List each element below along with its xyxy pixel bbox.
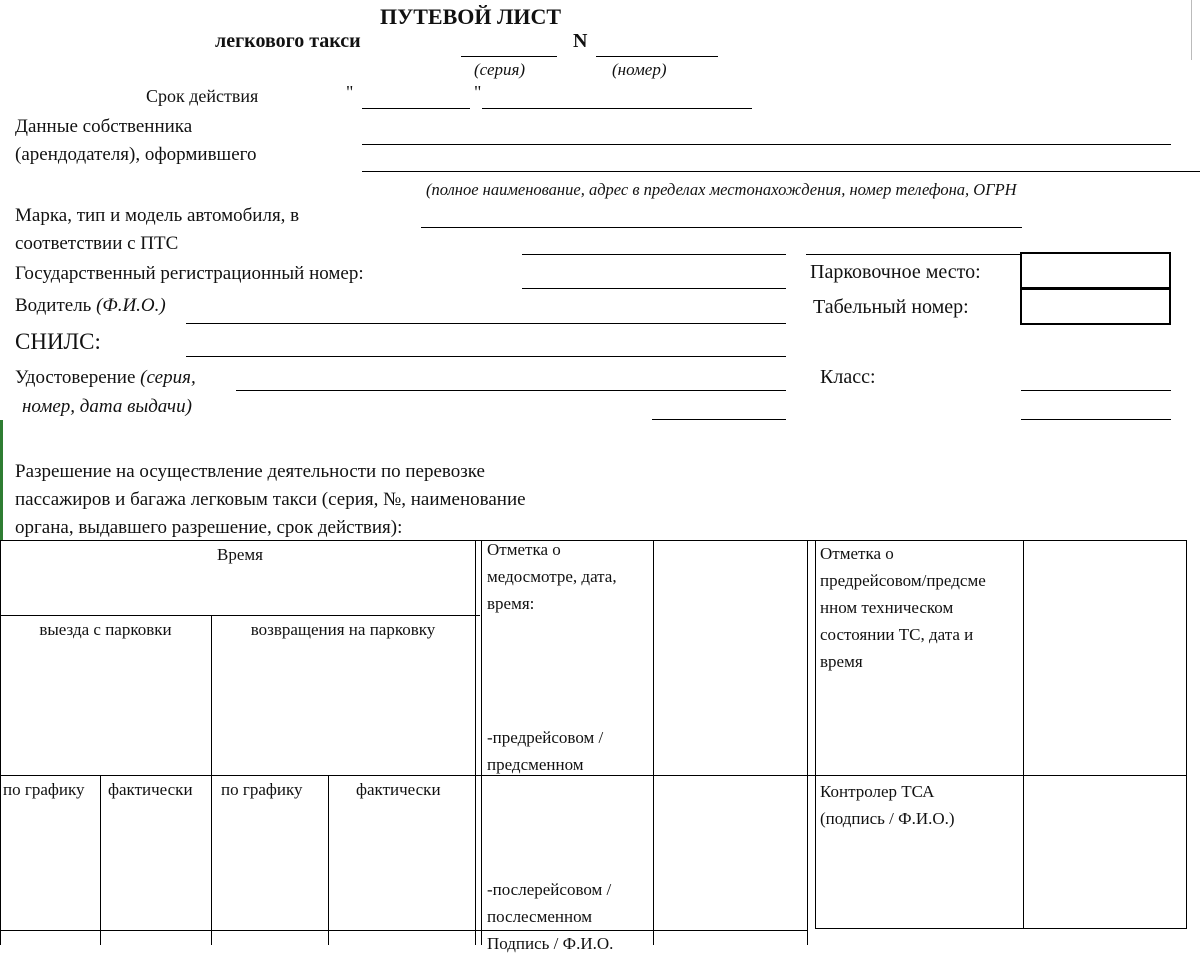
validity-quote-2: "	[474, 82, 482, 102]
tech-mark-4: состоянии ТС, дата и	[820, 625, 974, 644]
tech-mark-2: предрейсовом/предсме	[820, 571, 986, 590]
class-line-2	[1021, 419, 1171, 420]
pre-trip-2: предсменном	[487, 755, 584, 774]
permit-line-2: пассажиров и багажа легковым такси (серия, №, наименование	[15, 489, 526, 510]
license-line	[236, 390, 786, 391]
signature-label: Подпись / Ф.И.О.	[487, 934, 614, 953]
permit-line-1: Разрешение на осуществление деятельности по перевозке	[15, 461, 485, 482]
driver-hint: (Ф.И.О.)	[96, 295, 166, 316]
med-mark-1: Отметка о	[487, 540, 561, 559]
col-divider-med-right	[653, 540, 654, 945]
table-bottom-row	[0, 930, 808, 931]
license-label-text: Удостоверение	[15, 367, 136, 388]
validity-label: Срок действия	[146, 86, 259, 106]
col-divider-return	[211, 615, 212, 945]
col-divider-med-left-2	[481, 540, 482, 945]
table-time-divider	[0, 615, 480, 616]
table-left-border	[0, 540, 1, 945]
license-label	[15, 367, 196, 389]
post-trip-1: -послерейсовом /	[487, 880, 612, 899]
table-top-border	[0, 540, 1187, 541]
class-line-1	[1021, 390, 1171, 391]
series-caption: (серия)	[474, 60, 526, 79]
car-label-2: соответствии с ПТС	[15, 233, 179, 254]
post-trip-2: послесменном	[487, 907, 592, 926]
col-divider-tech-left	[807, 540, 808, 945]
tech-mark-3: нном техническом	[820, 598, 954, 617]
departure-header: выезда с парковки	[39, 620, 172, 639]
table-ctrl-bottom	[815, 928, 1187, 929]
number-sign: N	[573, 30, 588, 52]
snils-line	[186, 356, 786, 357]
page-subtitle: легкового такси	[215, 30, 361, 52]
license-hint-2: номер, дата выдачи)	[22, 396, 192, 417]
table-right-border	[1186, 540, 1187, 928]
parking-place-label: Парковочное место:	[810, 261, 981, 283]
col-divider-tech-left-2	[815, 540, 816, 928]
number-caption: (номер)	[612, 60, 667, 79]
scheduled-2-header: по графику	[221, 780, 303, 799]
driver-label-text: Водитель	[15, 295, 92, 316]
car-line	[421, 227, 1022, 228]
return-header: возвращения на парковку	[250, 620, 436, 639]
tech-mark-5: время	[820, 652, 863, 671]
validity-quote-1: "	[346, 82, 354, 102]
series-line	[461, 56, 557, 57]
reg-number-line	[522, 288, 786, 289]
owner-label-1: Данные собственника	[15, 116, 193, 137]
driver-line	[186, 323, 786, 324]
validity-month-line	[482, 108, 752, 109]
owner-hint: (полное наименование, адрес в пределах местонахождения, номер телефона, ОГРН	[426, 180, 1017, 199]
car-label-1: Марка, тип и модель автомобиля, в	[15, 205, 300, 226]
pre-trip-1: -предрейсовом /	[487, 728, 604, 747]
permit-line-3: органа, выдавшего разрешение, срок действия):	[15, 517, 403, 538]
driver-label	[15, 295, 166, 317]
controller-label-1: Контролер ТСА	[820, 782, 935, 801]
owner-label-2: (арендодателя), оформившего	[15, 144, 257, 165]
window-edge-marker	[0, 420, 3, 540]
owner-line-2	[362, 171, 1200, 172]
class-label: Класс:	[820, 366, 876, 388]
personnel-number-box[interactable]	[1020, 287, 1171, 325]
col-divider-actual-2	[328, 775, 329, 945]
tech-mark-1: Отметка о	[820, 544, 894, 563]
med-mark-2: медосмотре, дата,	[487, 567, 617, 586]
parking-place-box[interactable]	[1020, 252, 1171, 290]
number-line	[596, 56, 718, 57]
window-right-edge	[1191, 0, 1192, 60]
col-divider-med-left	[475, 540, 476, 945]
license-hint-1: (серия,	[140, 367, 196, 388]
med-mark-3: время:	[487, 594, 535, 613]
snils-label: СНИЛС:	[15, 329, 101, 354]
personnel-number-label: Табельный номер:	[813, 296, 969, 318]
scheduled-1-header: по графику	[3, 780, 85, 799]
page-title: ПУТЕВОЙ ЛИСТ	[380, 4, 562, 29]
col-divider-actual-1	[100, 775, 101, 945]
time-header: Время	[217, 545, 263, 564]
validity-day-line	[362, 108, 470, 109]
col-divider-tech-right	[1023, 540, 1024, 928]
table-mid-divider	[0, 775, 1187, 776]
pts-line-2	[806, 254, 1020, 255]
actual-1-header: фактически	[108, 780, 193, 799]
reg-number-label: Государственный регистрационный номер:	[15, 263, 364, 284]
actual-2-header: фактически	[356, 780, 441, 799]
controller-label-2: (подпись / Ф.И.О.)	[820, 809, 955, 828]
pts-line-1	[522, 254, 786, 255]
owner-line-1	[362, 144, 1171, 145]
license-line-2	[652, 419, 786, 420]
